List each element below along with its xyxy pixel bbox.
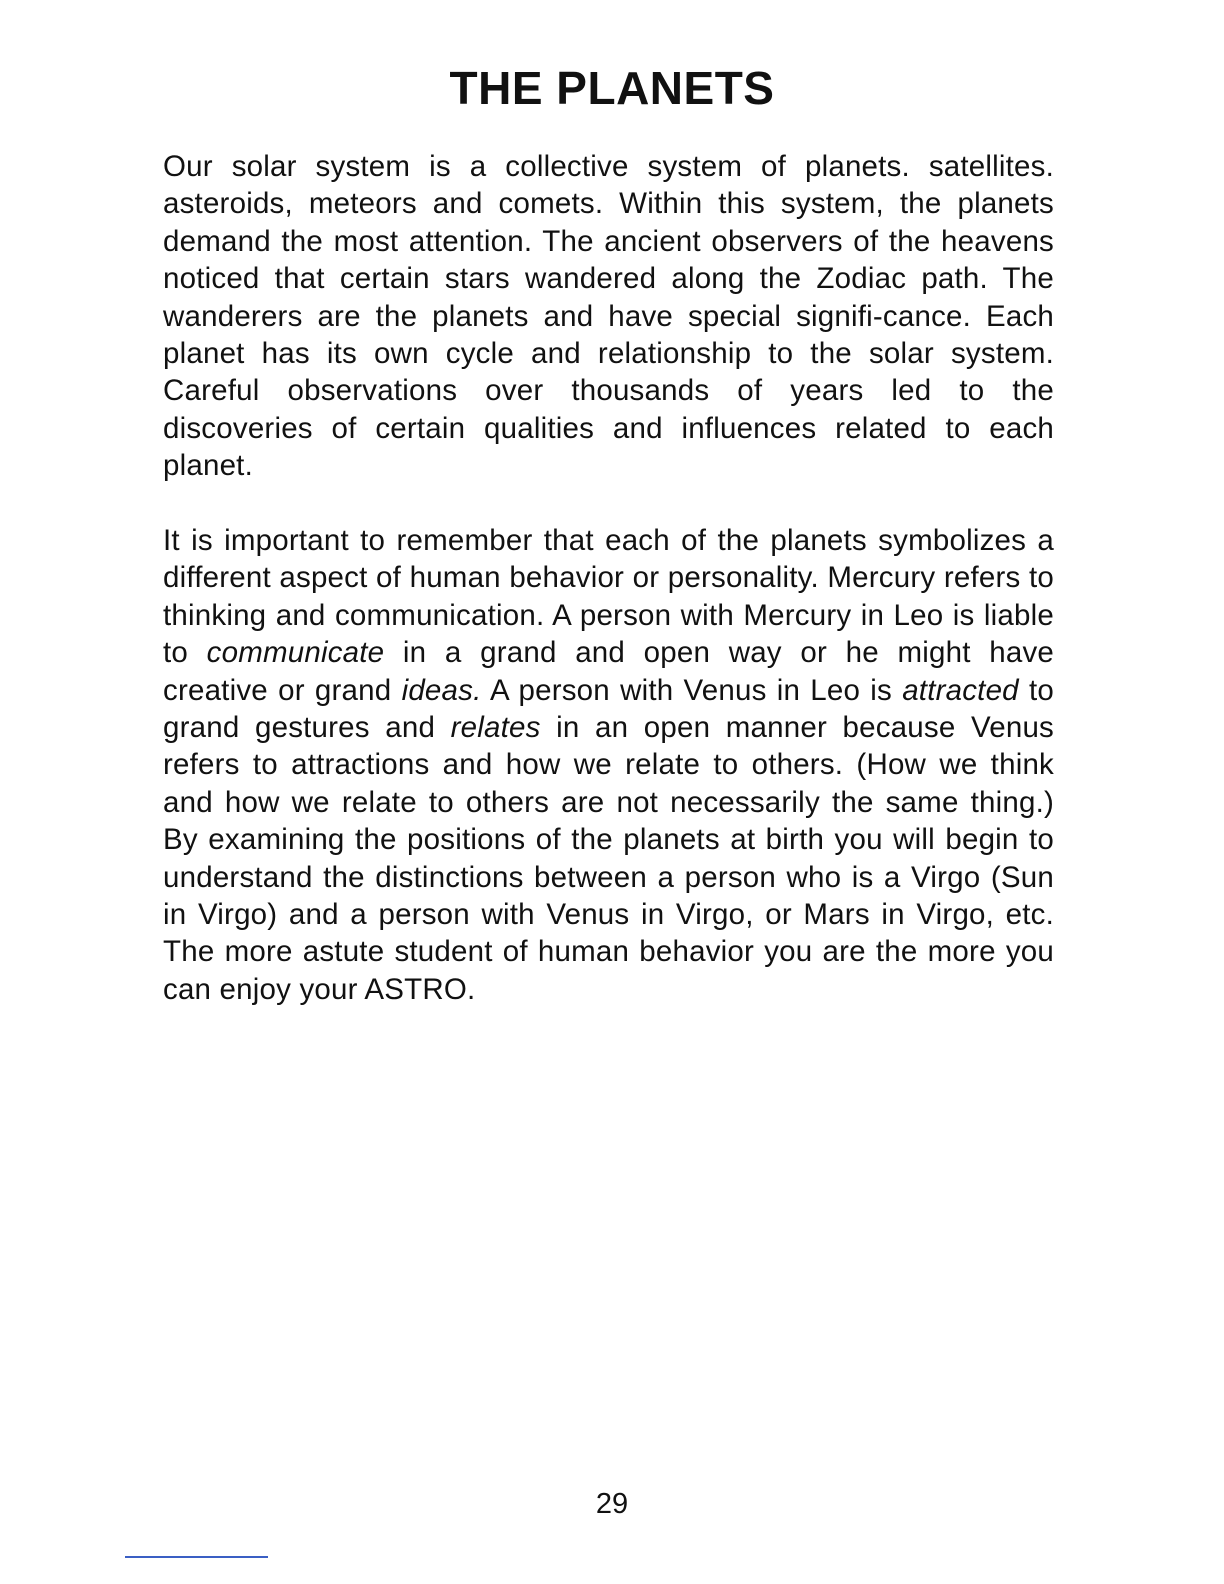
text-run: A person with Venus in Leo is (481, 673, 903, 707)
italic-term-relates: relates (450, 711, 541, 745)
text-run: to grand gestures and (163, 673, 1054, 745)
page-title: THE PLANETS (449, 62, 775, 114)
text-run: It is important to remember that each of the planets symbolizes a different aspect of human behavior or personality. Mercury refers to thinking and communication. A person with Mercury in Leo is liable to (163, 524, 1054, 670)
italic-term-attracted: attracted (902, 673, 1019, 707)
paragraph-planet-aspects (163, 522, 1054, 1008)
footer-rule (125, 1556, 268, 1558)
page-number: 29 (595, 1488, 629, 1520)
italic-term-communicate: communicate (206, 636, 385, 670)
italic-term-ideas: ideas. (401, 673, 482, 707)
text-run: in a grand and open way or he might have creative or grand (163, 636, 1055, 707)
paragraph-intro: Our solar system is a collective system of planets. satellites. asteroids, meteors and comets. Within this system, the planets demand the most attention. The ancient observers of the heavens noticed that certain stars wandered along the Zodiac path. The wanderers are the planets and have special signifi-cance. Each planet has its own cycle and relationship to the solar system. Careful observations over thousands of years led to the discoveries of certain qualities and influences related to each planet. (163, 150, 1054, 483)
text-run: in an open manner because Venus refers to attractions and how we relate to others. (How we think and how we relate to others are not necessarily the same thing.) By examining the positions of the planets at birth you will begin to understand the distinctions between a person who is a Virgo (Sun in Virgo) and a person with Venus in Virgo, or Mars in Virgo, etc. The more astute student of human behavior you are the more you can enjoy your ASTRO. (163, 711, 1054, 1006)
